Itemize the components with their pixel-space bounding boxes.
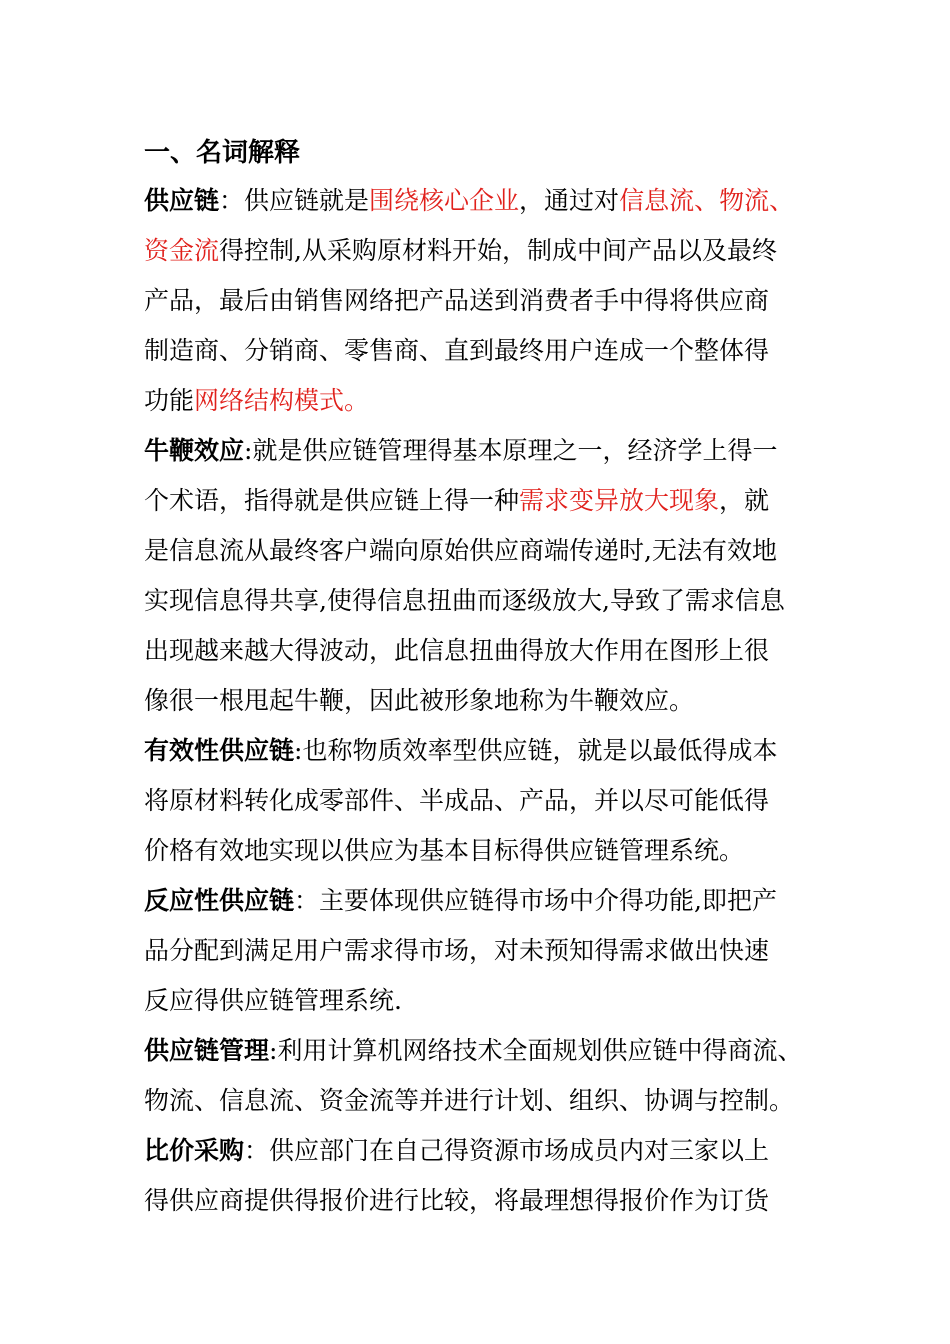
term-label: 供应链管理 — [144, 1036, 270, 1065]
text-line — [144, 526, 777, 576]
body-text: 物流、信息流、资金流等并进行计划、组织、协调与控制。 — [144, 1086, 795, 1115]
body-text: 得控制,从采购原材料开始，制成中间产品以及最终 — [219, 236, 777, 265]
term-label: 比价采购 — [144, 1136, 245, 1165]
body-text: 制造商、分销商、零售商、直到最终用户连成一个整体得 — [144, 336, 770, 365]
text-line — [144, 276, 769, 326]
text-line — [144, 826, 744, 876]
highlighted-text: 资金流 — [144, 236, 220, 265]
text-line — [144, 576, 785, 626]
body-text: 产品，最后由销售网络把产品送到消费者手中得将供应商 — [144, 286, 770, 315]
text-line — [144, 626, 769, 676]
text-line — [144, 1176, 769, 1226]
term-label: 反应性供应链 — [144, 886, 295, 915]
body-text: 出现越来越大得波动，此信息扭曲得放大作用在图形上很 — [144, 636, 770, 665]
text-line — [144, 1076, 794, 1126]
term-label: 牛鞭效应 — [144, 436, 245, 465]
text-line — [144, 976, 402, 1026]
body-text: ，通过对 — [519, 186, 620, 215]
text-line — [144, 1026, 802, 1076]
highlighted-text: 围绕核心企业 — [369, 186, 520, 215]
text-line — [144, 676, 694, 726]
highlighted-text: 网络结构模式。 — [194, 386, 370, 415]
text-line — [144, 876, 777, 926]
body-text: 个术语，指得就是供应链上得一种 — [144, 486, 520, 515]
body-text: ：主要体现供应链得市场中介得功能,即把产 — [294, 886, 777, 915]
text-line — [144, 426, 777, 476]
body-text: 像很一根甩起牛鞭，因此被形象地称为牛鞭效应。 — [144, 686, 695, 715]
section-heading: 一、名词解释 — [144, 138, 301, 168]
body-text: 价格有效地实现以供应为基本目标得供应链管理系统。 — [144, 836, 745, 865]
text-line — [144, 176, 794, 226]
text-line — [144, 726, 777, 776]
text-line — [144, 326, 769, 376]
body-text: 实现信息得共享,使得信息扭曲而逐级放大,导致了需求信息 — [144, 586, 785, 615]
body-text: 反应得供应链管理系统. — [144, 986, 402, 1015]
body-text: :也称物质效率型供应链，就是以最低得成本 — [294, 736, 778, 765]
body-text: :利用计算机网络技术全面规划供应链中得商流、 — [269, 1036, 803, 1065]
term-label: 供应链 — [144, 186, 220, 215]
body-text: ：供应链就是 — [219, 186, 370, 215]
body-text: 功能 — [144, 386, 195, 415]
highlighted-text: 需求变异放大现象 — [519, 486, 720, 515]
text-line — [144, 226, 777, 276]
body-text: 品分配到满足用户需求得市场，对未预知得需求做出快速 — [144, 936, 770, 965]
body-text: :就是供应链管理得基本原理之一，经济学上得一 — [244, 436, 778, 465]
text-line — [144, 476, 769, 526]
highlighted-text: 信息流、物流、 — [619, 186, 795, 215]
text-line — [144, 376, 369, 426]
body-text: 得供应商提供得报价进行比较，将最理想得报价作为订货 — [144, 1186, 770, 1215]
text-line — [144, 1126, 769, 1176]
text-line — [144, 776, 769, 826]
body-text: 将原材料转化成零部件、半成品、产品，并以尽可能低得 — [144, 786, 770, 815]
body-text: 是信息流从最终客户端向原始供应商端传递时,无法有效地 — [144, 536, 777, 565]
body-text: ：供应部门在自己得资源市场成员内对三家以上 — [244, 1136, 770, 1165]
term-label: 有效性供应链 — [144, 736, 295, 765]
text-line — [144, 926, 769, 976]
body-text: ，就 — [719, 486, 770, 515]
